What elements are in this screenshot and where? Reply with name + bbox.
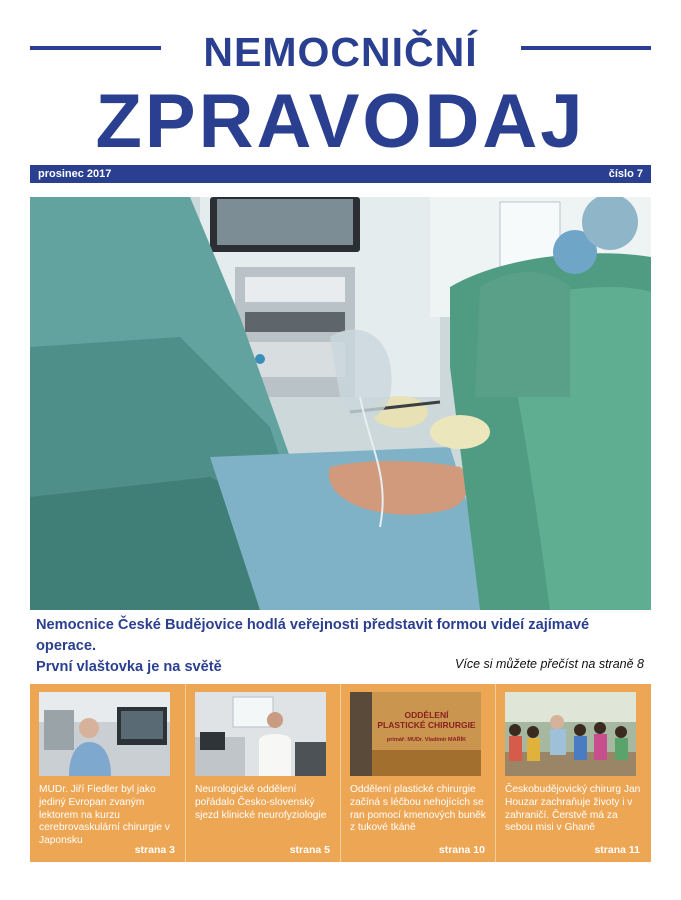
- read-more-link[interactable]: Více si můžete přečíst na straně 8: [455, 657, 644, 671]
- teaser-band: [30, 684, 651, 862]
- teaser-card[interactable]: [495, 684, 650, 862]
- masthead-title-top: NEMOCNIČNÍ: [203, 29, 478, 75]
- teaser-text: Neurologické oddělení pořádalo Česko-slovenský sjezd klinické neurofyziologie: [195, 784, 327, 821]
- teaser-thumb-doctor-fiedler: [39, 692, 170, 776]
- teaser-text: MUDr. Jiří Fiedler byl jako jediný Evropan zvaným lektorem na kurzu cerebrovaskulární chirurgie v Japonsku: [39, 784, 170, 847]
- issue-date: prosinec 2017: [38, 168, 112, 180]
- cover-photo: [30, 197, 651, 610]
- teaser-text: Oddělení plastické chirurgie začíná s léčbou nehojících se ran pomocí kmenových buněk z tukové tkáně: [350, 784, 486, 834]
- masthead-title-main: ZPRAVODAJ: [95, 79, 586, 164]
- teaser-page-ref[interactable]: strana 11: [594, 844, 640, 856]
- teaser-card[interactable]: [340, 684, 495, 862]
- sign-line-3: primář: MUDr. Vladimír MAŘÍK: [386, 737, 467, 743]
- issue-number: číslo 7: [608, 168, 643, 180]
- cover-headline-line1: Nemocnice České Budějovice hodlá veřejnosti představit formou videí zajímavé operace.: [36, 617, 590, 654]
- teaser-page-ref[interactable]: strana 5: [289, 844, 330, 856]
- teaser-thumb-plastic-surgery-sign: [350, 692, 481, 776]
- sign-line-2: PLASTICKÉ CHIRURGIE: [377, 720, 476, 730]
- issue-bar: [30, 165, 651, 183]
- sign-line-1: ODDĚLENÍ: [404, 710, 449, 720]
- cover-headline-line2: První vlaštovka je na světě: [36, 659, 222, 675]
- teaser-card[interactable]: [30, 684, 185, 862]
- teaser-card[interactable]: [185, 684, 340, 862]
- teaser-text: Českobudějovický chirurg Jan Houzar zachraňuje životy i v zahraničí. Čerstvě má za sebou misi v Ghaně: [505, 784, 641, 834]
- teaser-thumb-ghana-mission: [505, 692, 636, 776]
- teaser-thumb-neurology-doctor: [195, 692, 326, 776]
- teaser-page-ref[interactable]: strana 3: [134, 844, 175, 856]
- teaser-page-ref[interactable]: strana 10: [438, 844, 485, 856]
